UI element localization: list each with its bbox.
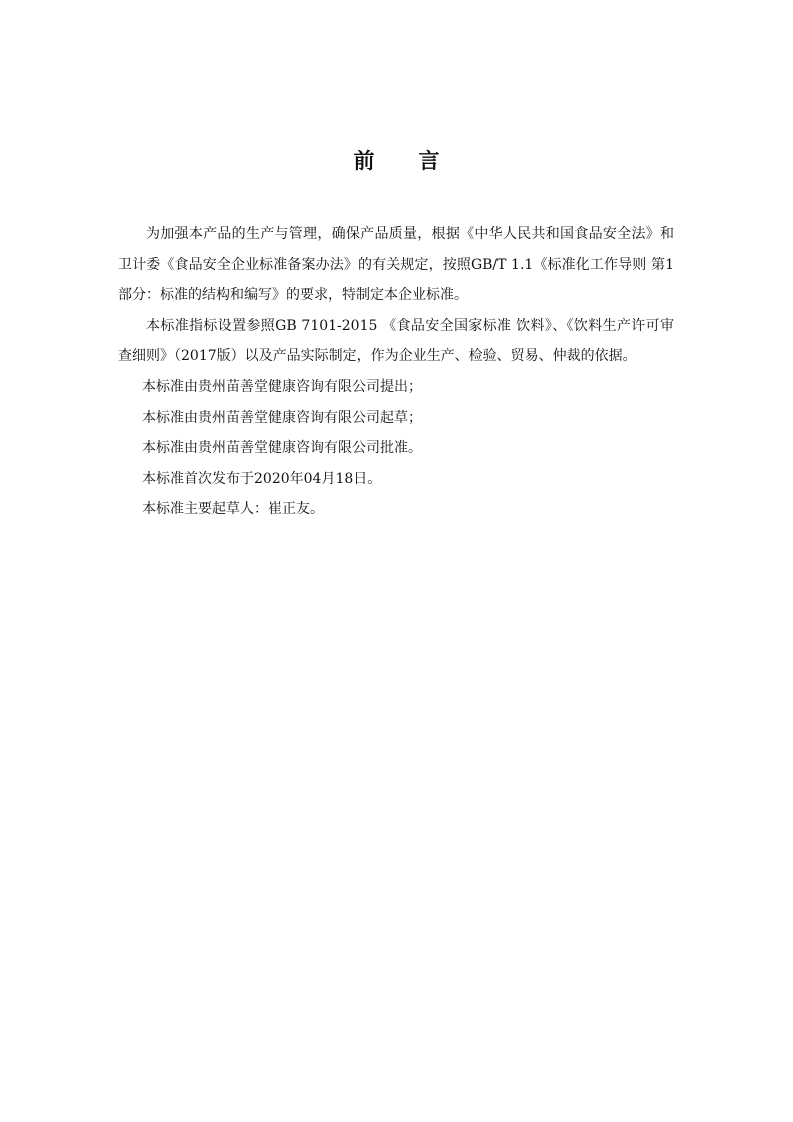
line-drafter: 本标准由贵州苗善堂健康咨询有限公司起草；	[142, 409, 422, 426]
document-body	[118, 219, 674, 525]
line-approver: 本标准由贵州苗善堂健康咨询有限公司批准。	[142, 440, 422, 457]
paragraph-reference: 本标准指标设置参照GB 7101-2015 《食品安全国家标准 饮料》、《饮料生产许可审查细则》（2017版）以及产品实际制定，作为企业生产、检验、贸易、仲裁的依据。	[118, 317, 674, 365]
title-char-2: 言	[418, 148, 440, 173]
paragraph-purpose: 为加强本产品的生产与管理，确保产品质量，根据《中华人民共和国食品安全法》和卫计委《食品安全企业标准备案办法》的有关规定，按照GB/T 1.1《标准化工作导则 第1部分：标准的结构和编写》的要求，特制定本企业标准。	[118, 226, 674, 304]
title-char-1: 前	[353, 148, 375, 173]
line-release-date: 本标准首次发布于2020年04月18日。	[142, 470, 382, 487]
line-main-drafter: 本标准主要起草人：崔正友。	[142, 501, 324, 518]
line-proposer: 本标准由贵州苗善堂健康咨询有限公司提出；	[142, 378, 422, 395]
page-title	[0, 146, 793, 176]
